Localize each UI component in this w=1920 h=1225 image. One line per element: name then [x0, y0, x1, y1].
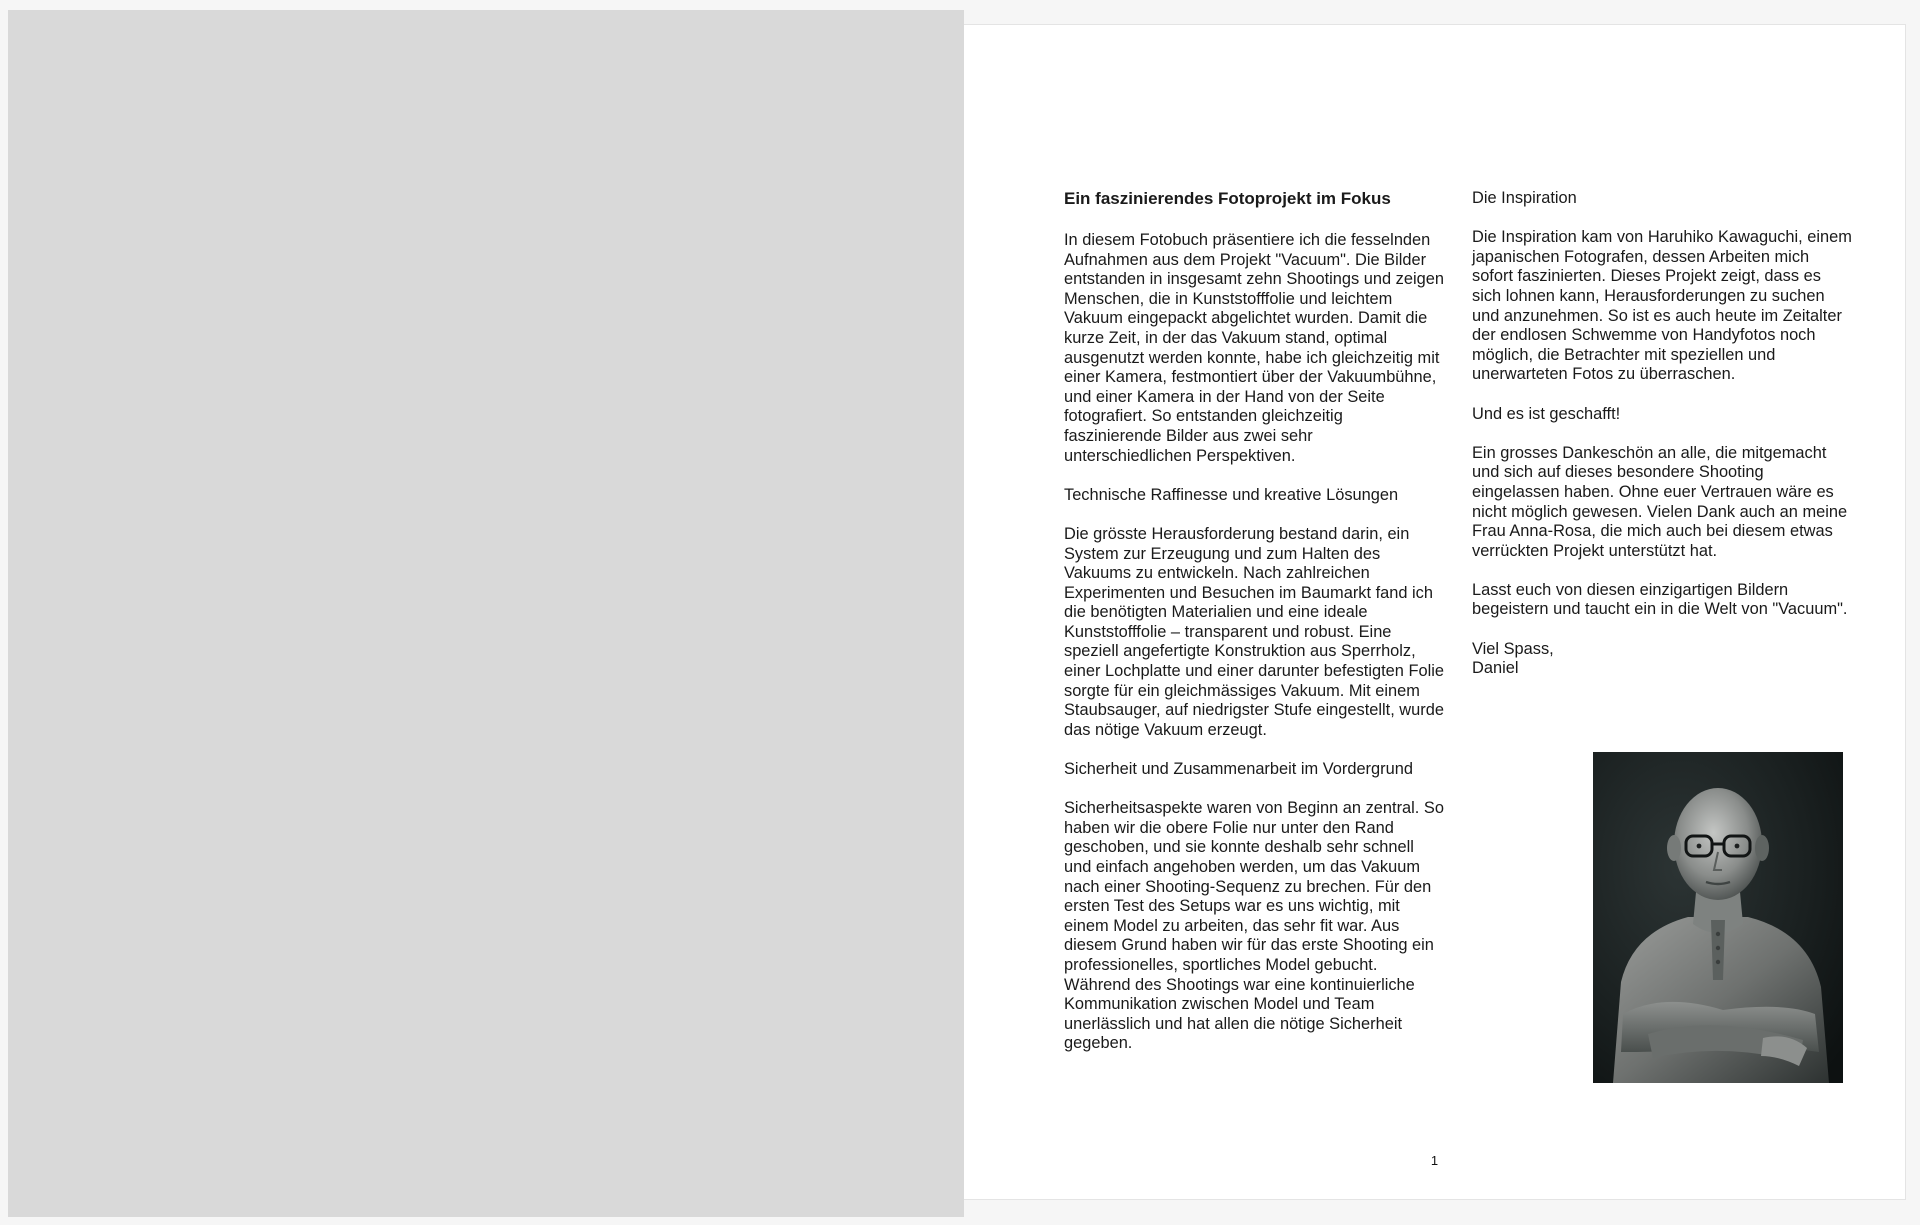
section-heading-inspiration: Die Inspiration: [1472, 189, 1577, 207]
inspiration-paragraph: Die Inspiration kam von Haruhiko Kawaguchi, einem japanischen Fotografen, dessen Arbeiten mich sofort faszinierten. Dieses Projekt zeigt, dass es sich lohnen kann, Herausforderungen zu suchen und anzunehmen. So ist es auch heute im Zeitalter der endlosen Schwemme von Handyfotos noch möglich, die Betrachter mit speziellen und unerwarteten Fotos zu überraschen.: [1472, 228, 1852, 384]
text-column-left: [1064, 189, 1444, 1054]
done-paragraph: Und es ist geschafft!: [1472, 404, 1621, 423]
section-heading-sicherheit: Sicherheit und Zusammenarbeit im Vordergrund: [1064, 760, 1413, 779]
technik-paragraph: Die grösste Herausforderung bestand darin, ein System zur Erzeugung und zum Halten des Vakuums zu entwickeln. Nach zahlreichen Experimenten und Besuchen im Baumarkt fand ich die benötigten Materialien und eine ideale Kunststofffolie – transparent und robust. Eine speziell angefertigte Konstruktion aus Sperrholz, einer Lochplatte und einer darunter befestigten Folie sorgte für ein gleichmässiges Vakuum. Mit einem Staubsauger, auf niedrigster Stufe eingestellt, wurde das nötige Vakuum erzeugt.: [1064, 524, 1444, 739]
closing-paragraph: Lasst euch von diesen einzigartigen Bildern begeistern und taucht ein in die Welt von "Vacuum".: [1472, 580, 1848, 619]
sicherheit-paragraph: Sicherheitsaspekte waren von Beginn an zentral. So haben wir die obere Folie nur unter den Rand geschoben, und sie konnte deshalb sehr schnell und einfach angehoben werden, um das Vakuum nach einer Shooting-Sequenz zu brechen. Für den ersten Test des Setups war es uns wichtig, mit einem Model zu arbeiten, das sehr fit war. Aus diesem Grund haben wir für das erste Shooting ein professionelles, sportliches Model gebucht. Während des Shootings war eine kontinuierliche Kommunikation zwischen Model und Team unerlässlich und hat allen die nötige Sicherheit gegeben.: [1064, 799, 1444, 1053]
portrait-icon: [1593, 752, 1843, 1083]
intro-paragraph: In diesem Fotobuch präsentiere ich die fesselnden Aufnahmen aus dem Projekt "Vacuum". Die Bilder entstanden in insgesamt zehn Shootings und zeigen Menschen, die in Kunststofffolie und leichtem Vakuum eingepackt abgelichtet wurden. Damit die kurze Zeit, in der das Vakuum stand, optimal ausgenutzt werden konnte, habe ich gleichzeitig mit einer Kamera, festmontiert über der Vakuumbühne, und einer Kamera in der Hand von der Seite fotografiert. So entstanden gleichzeitig faszinierende Bilder aus zwei sehr unterschiedlichen Perspektiven.: [1064, 231, 1444, 465]
page-title: Ein faszinierendes Fotoprojekt im Fokus: [1064, 189, 1391, 208]
left-page-placeholder[interactable]: [8, 10, 964, 1217]
right-page[interactable]: [964, 24, 1906, 1200]
signoff-name: Daniel: [1472, 659, 1519, 678]
section-heading-technik: Technische Raffinesse und kreative Lösungen: [1064, 485, 1399, 504]
text-column-right: [1472, 189, 1852, 679]
thanks-paragraph: Ein grosses Dankeschön an alle, die mitgemacht und sich auf dieses besondere Shooting eingelassen haben. Ohne euer Vertrauen wäre es nicht möglich gewesen. Vielen Dank auch an meine Frau Anna-Rosa, die mich auch bei diesem etwas verrückten Projekt unterstützt hat.: [1472, 443, 1848, 560]
signoff-greeting: Viel Spass,: [1472, 639, 1554, 658]
page-number: 1: [1430, 1153, 1439, 1168]
portrait-photo[interactable]: [1593, 752, 1843, 1083]
